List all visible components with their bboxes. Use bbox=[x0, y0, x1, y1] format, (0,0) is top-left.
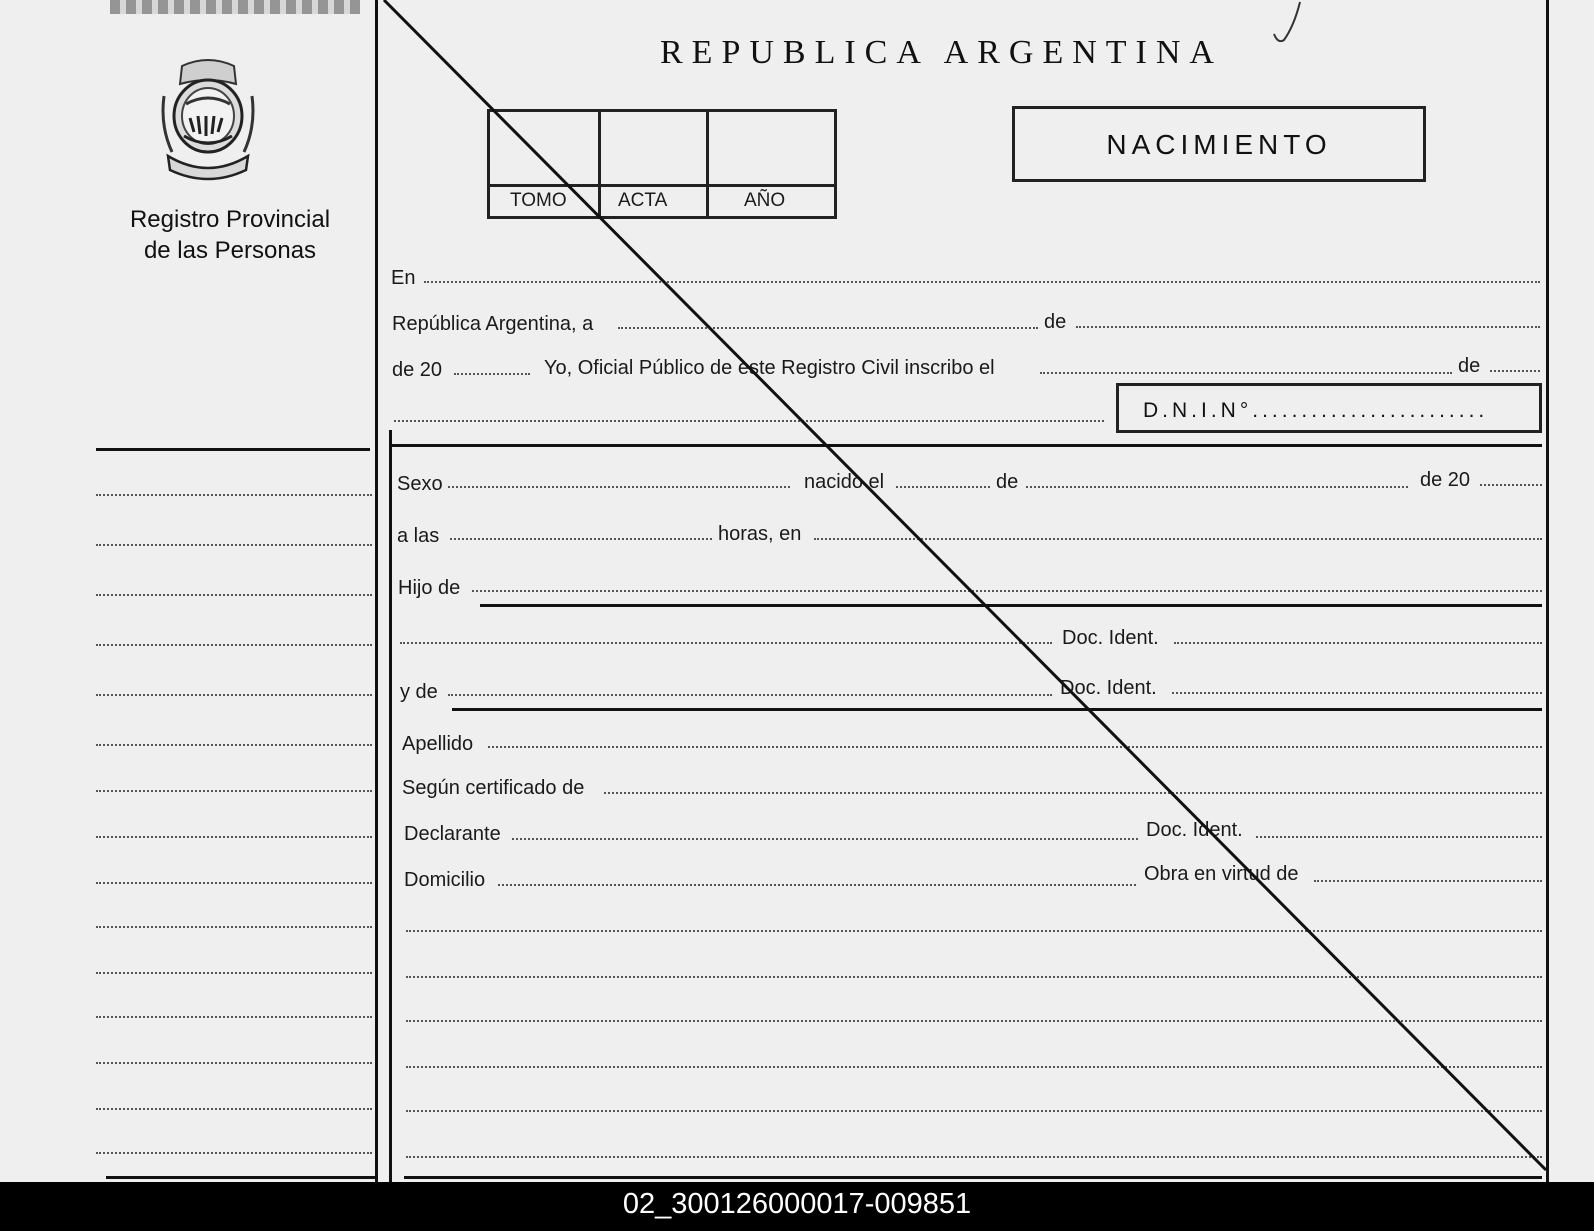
acta-label: ACTA bbox=[618, 190, 668, 211]
doc-ident-label: Doc. Ident. bbox=[1062, 627, 1159, 649]
segun-certificado-label: Según certificado de bbox=[402, 777, 585, 799]
y-de-label: y de bbox=[400, 681, 438, 703]
apellido-label: Apellido bbox=[402, 733, 474, 755]
year-prefix-label: de 20 bbox=[392, 359, 443, 381]
doc-ident-label: Doc. Ident. bbox=[1146, 819, 1243, 841]
hijo-de-label: Hijo de bbox=[398, 577, 461, 599]
year-prefix-label: de 20 bbox=[1420, 469, 1471, 491]
country-title: REPUBLICA ARGENTINA bbox=[660, 34, 1223, 71]
scan-footer-bar bbox=[0, 1182, 1594, 1231]
nacido-el-label: nacido el bbox=[804, 471, 885, 493]
de-label: de bbox=[996, 471, 1019, 493]
de-label: de bbox=[1458, 355, 1481, 377]
dni-label: D.N.I.N°........................ bbox=[1143, 399, 1489, 422]
file-identifier: 02_300126000017-009851 bbox=[622, 1188, 972, 1220]
en-label: En bbox=[391, 267, 416, 289]
tomo-label: TOMO bbox=[510, 190, 567, 211]
de-label: de bbox=[1044, 311, 1067, 333]
domicilio-label: Domicilio bbox=[404, 869, 486, 891]
act-type-label: NACIMIENTO bbox=[1106, 129, 1332, 160]
obra-en-virtud-label: Obra en virtud de bbox=[1144, 863, 1299, 885]
declarante-label: Declarante bbox=[404, 823, 501, 845]
anio-label: AÑO bbox=[744, 190, 786, 211]
sexo-label: Sexo bbox=[397, 473, 443, 495]
a-las-label: a las bbox=[397, 525, 440, 547]
horas-en-label: horas, en bbox=[718, 523, 802, 545]
republica-label: República Argentina, a bbox=[392, 313, 594, 335]
registry-name: Registro Provincial de las Personas bbox=[129, 206, 331, 264]
doc-ident-label: Doc. Ident. bbox=[1060, 677, 1157, 699]
oficial-statement: Yo, Oficial Público de este Registro Civil inscribo el bbox=[544, 357, 995, 379]
